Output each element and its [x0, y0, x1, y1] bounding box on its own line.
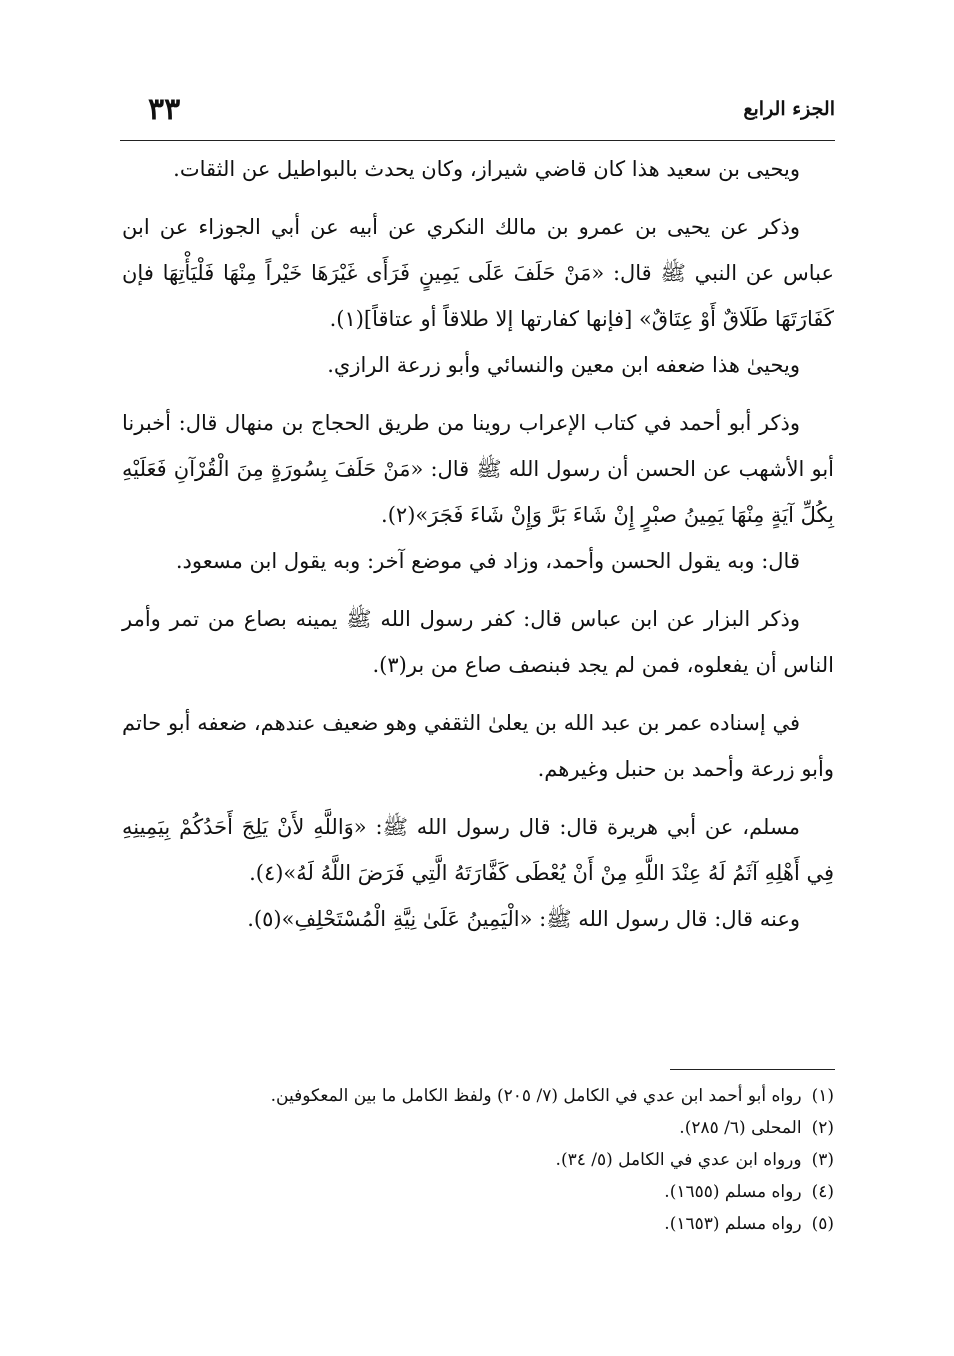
footnote-number: (٤): [811, 1182, 834, 1202]
paragraph: مسلم، عن أبي هريرة قال: قال رسول الله ﷺ: «وَاللَّهِ لأَنْ يَلِجَ أَحَدُكُمْ بِيَمِينِهِ فِي أَهْلِهِ آثَمُ لَهُ عِنْدَ اللَّهِ مِنْ أَنْ يُعْطَى كَفَّارَتَهُ الَّتِي فَرَضَ اللَّهُ لَهُ»(٤).: [122, 815, 834, 885]
footnote-number: (٣): [811, 1150, 834, 1170]
paragraph: وذكر عن يحيى بن عمرو بن مالك النكري عن أبيه عن أبي الجوزاء عن ابن عباس عن النبي ﷺ قال: «مَنْ حَلَفَ عَلَى يَمِينٍ فَرَأَى غَيْرَهَا خَيْراً مِنْهَا فَلْيَأْتِهَا فإن كَفَارَتَهَا طَلَاقٌ أَوْ عِتَاقٌ» [فإنها كفارتها إلا طلاقاً أو عتاقاً](١).: [122, 215, 834, 331]
footnote-text: رواه مسلم (١٦٥٥).: [664, 1182, 802, 1202]
paragraph: وذكر أبو أحمد في كتاب الإعراب روينا من طريق الحجاج بن منهال قال: أخبرنا أبو الأشهب عن الحسن أن رسول الله ﷺ قال: «مَنْ حَلَفَ بِسُورَةٍ مِنَ الْقُرْآنِ فَعَلَيْهِ بِكُلِّ آيَةٍ مِنْهَا يَمِينُ صبْرٍ إِنْ شَاءَ بَرَّ وَإِنْ شَاءَ فَجَرَ»(٢).: [122, 411, 834, 527]
paragraph: في إسناده عمر بن عبد الله بن يعلىٰ الثقفي وهو ضعيف عندهم، ضعفه أبو حاتم وأبو زرعة وأحمد بن حنبل وغيرهم.: [122, 711, 834, 781]
paragraph: وعنه قال: قال رسول الله ﷺ: «الْيَمِينُ عَلَىٰ نِيَّةِ الْمُسْتَحْلِفِ»(٥).: [247, 907, 800, 931]
footnote-text: رواه أبو أحمد ابن عدي في الكامل (٧/ ٢٠٥) ولفظ الكامل ما بين المعكوفين.: [270, 1086, 802, 1106]
footnote-rule: [670, 1069, 835, 1070]
main-text: [122, 146, 834, 942]
footnote-number: (١): [811, 1086, 834, 1106]
footnote: [122, 1112, 834, 1144]
footnote: [122, 1176, 834, 1208]
footnote-number: (٢): [811, 1118, 834, 1138]
page-number: ٣٣: [148, 92, 181, 127]
footnote-number: (٥): [811, 1214, 834, 1234]
paragraph: ويحيى بن سعيد هذا كان قاضي شيراز، وكان يحدث بالبواطيل عن الثقات.: [173, 157, 800, 181]
paragraph: ويحيىٰ هذا ضعفه ابن معين والنسائي وأبو زرعة الرازي.: [327, 353, 800, 377]
footnote-text: رواه مسلم (١٦٥٣).: [664, 1214, 802, 1234]
footnote: [122, 1144, 834, 1176]
footnote-text: المحلى (٦/ ٢٨٥).: [679, 1118, 802, 1138]
footnote: [122, 1208, 834, 1240]
header-rule: [120, 140, 835, 141]
page-header: [120, 92, 835, 136]
footnote: [122, 1080, 834, 1112]
footnote-text: ورواه ابن عدي في الكامل (٥/ ٣٤).: [555, 1150, 802, 1170]
paragraph: قال: وبه يقول الحسن وأحمد، وزاد في موضع آخر: وبه يقول ابن مسعود.: [175, 549, 800, 573]
running-head: الجزء الرابع: [743, 98, 835, 120]
paragraph: وذكر البزار عن ابن عباس قال: كفر رسول الله ﷺ يمينه بصاع من تمر وأمر الناس أن يفعلوه، فمن لم يجد فبنصف صاع من بر(٣).: [122, 607, 834, 677]
footnotes: [122, 1080, 834, 1240]
